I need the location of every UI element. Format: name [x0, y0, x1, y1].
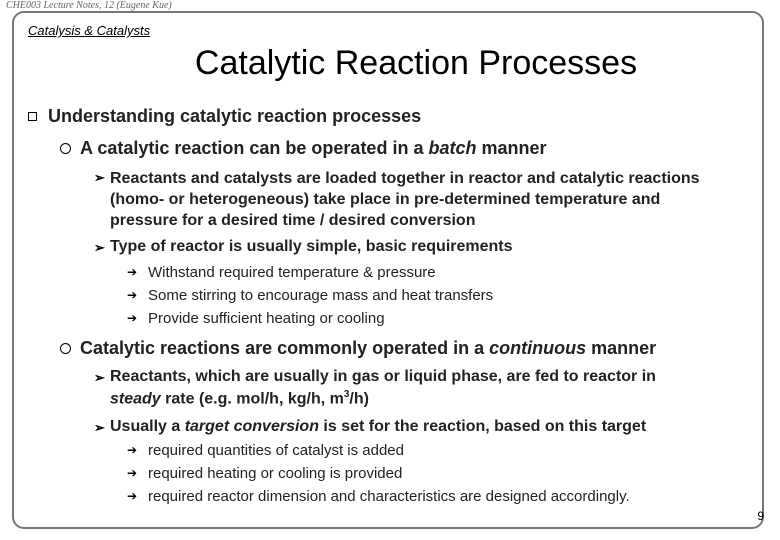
arrow-bullet-icon: ➢	[94, 370, 105, 385]
target-item: required heating or cooling is provided	[148, 465, 403, 482]
header-note: CHE003 Lecture Notes, 12 (Eugene Kue)	[6, 0, 172, 11]
arrow-bullet-icon: ➢	[94, 240, 105, 255]
batch-point2-text: Type of reactor is usually simple, basic requirements	[110, 238, 513, 255]
right-arrow-icon: ➔	[127, 265, 138, 279]
continuous-emph: continuous	[489, 338, 587, 358]
requirement-item: Withstand required temperature & pressure	[148, 264, 436, 281]
rate-suffix: /h)	[349, 390, 369, 408]
rate-text: rate (e.g. mol/h, kg/h, m	[160, 390, 344, 408]
continuous-heading	[80, 338, 656, 359]
level1-text: Understanding catalytic reaction processes	[48, 106, 422, 126]
requirement-item: Provide sufficient heating or cooling	[148, 310, 385, 327]
continuous-point1-line1: Reactants, which are usually in gas or liquid phase, are fed to reactor in	[110, 368, 656, 385]
batch-heading	[80, 138, 547, 159]
steady-emph: steady	[110, 390, 161, 408]
square-bullet-icon	[28, 112, 37, 121]
requirement-item: Some stirring to encourage mass and heat transfers	[148, 287, 494, 304]
arrow-bullet-icon: ➢	[94, 170, 105, 185]
right-arrow-icon: ➔	[127, 443, 138, 457]
batch-suffix: manner	[476, 138, 547, 158]
right-arrow-icon: ➔	[127, 466, 138, 480]
arrow-bullet-icon: ➢	[94, 420, 105, 435]
point2-suffix: is set for the reaction, based on this target	[318, 418, 647, 435]
circle-bullet-icon	[60, 343, 71, 354]
batch-point1-text: Reactants and catalysts are loaded together in reactor and catalytic reactions (homo- or heterogeneous) take place in pre-determined temperature and pressure for a desired time / desired conversion	[110, 170, 700, 229]
point2-prefix: Usually a	[110, 418, 185, 435]
target-item: required quantities of catalyst is added	[148, 442, 404, 459]
topic-heading: Catalysis & Catalysts	[28, 23, 151, 38]
continuous-suffix: manner	[586, 338, 657, 358]
batch-prefix: A catalytic reaction can be operated in a	[80, 138, 429, 158]
continuous-point2	[110, 418, 646, 436]
target-item: required reactor dimension and characteristics are designed accordingly.	[148, 488, 630, 505]
continuous-prefix: Catalytic reactions are commonly operated in a	[80, 338, 490, 358]
continuous-point1-line2	[110, 389, 369, 408]
page-number: 9	[757, 509, 764, 523]
batch-emph: batch	[428, 138, 477, 158]
target-conversion-emph: target conversion	[184, 418, 319, 435]
right-arrow-icon: ➔	[127, 288, 138, 302]
right-arrow-icon: ➔	[127, 311, 138, 325]
circle-bullet-icon	[60, 143, 71, 154]
right-arrow-icon: ➔	[127, 489, 138, 503]
batch-point1	[110, 168, 730, 231]
cubic-superscript: 3	[343, 389, 350, 400]
slide-title: Catalytic Reaction Processes	[194, 44, 638, 82]
